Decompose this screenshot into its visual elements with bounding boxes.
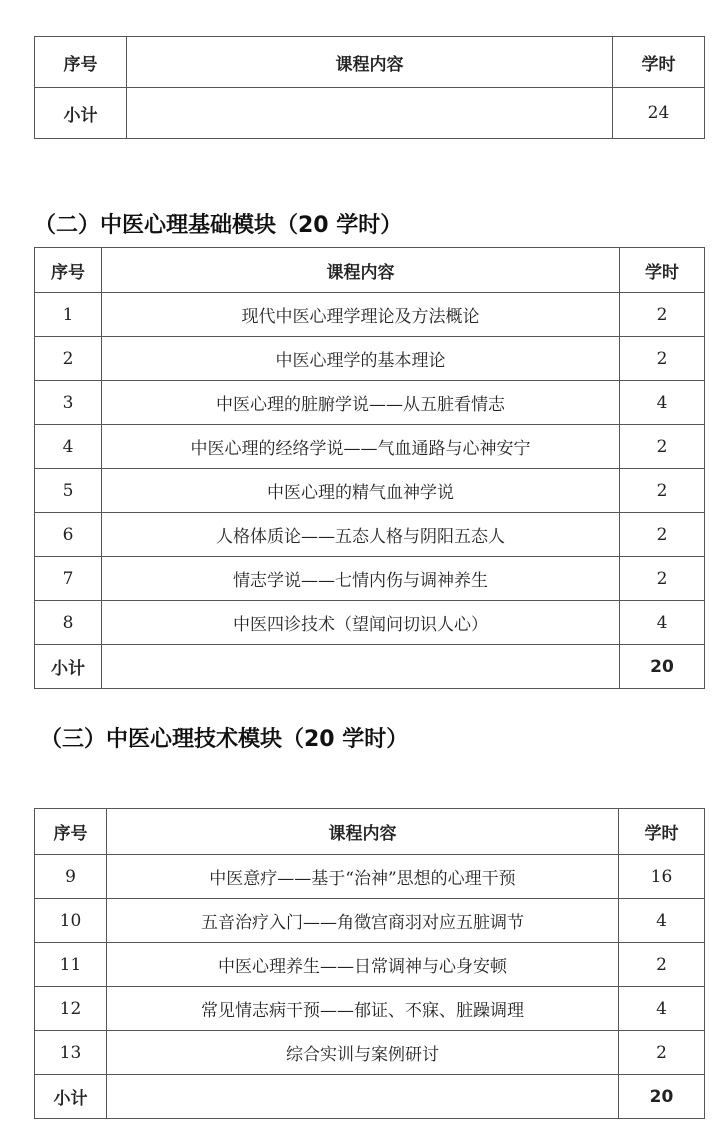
row-no: 10 bbox=[35, 899, 107, 943]
row-hours: 2 bbox=[620, 557, 705, 601]
row-no: 13 bbox=[35, 1031, 107, 1075]
subtotal-hours: 20 bbox=[620, 645, 705, 689]
subtotal-label: 小计 bbox=[35, 645, 102, 689]
row-hours: 2 bbox=[619, 1031, 705, 1075]
row-hours: 4 bbox=[620, 381, 705, 425]
section-title-3: （三）中医心理技术模块（20 学时） bbox=[40, 727, 409, 752]
row-hours: 2 bbox=[620, 337, 705, 381]
header-content: 课程内容 bbox=[127, 37, 613, 88]
row-content: 中医心理学的基本理论 bbox=[102, 337, 620, 381]
table-module-2 bbox=[34, 247, 705, 689]
row-no: 5 bbox=[35, 469, 102, 513]
table-row bbox=[35, 987, 705, 1031]
row-content: 中医心理养生——日常调神与心身安顿 bbox=[107, 943, 619, 987]
row-no: 12 bbox=[35, 987, 107, 1031]
row-content: 情志学说——七情内伤与调神养生 bbox=[102, 557, 620, 601]
section-title-2: （二）中医心理基础模块（20 学时） bbox=[34, 213, 403, 238]
table-row bbox=[35, 293, 705, 337]
row-hours: 16 bbox=[619, 855, 705, 899]
table-row bbox=[35, 337, 705, 381]
table-row bbox=[35, 557, 705, 601]
table-row bbox=[35, 855, 705, 899]
row-no: 11 bbox=[35, 943, 107, 987]
table-header-row bbox=[35, 37, 705, 88]
header-hours: 学时 bbox=[619, 809, 705, 855]
table-row bbox=[35, 513, 705, 557]
row-no: 9 bbox=[35, 855, 107, 899]
subtotal-content bbox=[127, 88, 613, 139]
row-hours: 2 bbox=[619, 943, 705, 987]
row-content: 现代中医心理学理论及方法概论 bbox=[102, 293, 620, 337]
header-content: 课程内容 bbox=[107, 809, 619, 855]
row-no: 6 bbox=[35, 513, 102, 557]
table-row bbox=[35, 1031, 705, 1075]
subtotal-label: 小计 bbox=[35, 1075, 107, 1119]
subtotal-hours: 20 bbox=[619, 1075, 705, 1119]
row-hours: 2 bbox=[620, 513, 705, 557]
table-header-row bbox=[35, 809, 705, 855]
row-no: 4 bbox=[35, 425, 102, 469]
header-hours: 学时 bbox=[620, 248, 705, 293]
subtotal-row bbox=[35, 645, 705, 689]
row-content: 中医意疗——基于“治神”思想的心理干预 bbox=[107, 855, 619, 899]
row-content: 中医心理的精气血神学说 bbox=[102, 469, 620, 513]
row-hours: 2 bbox=[620, 293, 705, 337]
table-row bbox=[35, 899, 705, 943]
table-header-row bbox=[35, 248, 705, 293]
header-no: 序号 bbox=[35, 248, 102, 293]
header-no: 序号 bbox=[35, 37, 127, 88]
subtotal-content bbox=[107, 1075, 619, 1119]
row-no: 3 bbox=[35, 381, 102, 425]
header-content: 课程内容 bbox=[102, 248, 620, 293]
table-row bbox=[35, 943, 705, 987]
subtotal-content bbox=[102, 645, 620, 689]
row-no: 8 bbox=[35, 601, 102, 645]
row-content: 中医心理的经络学说——气血通路与心神安宁 bbox=[102, 425, 620, 469]
row-content: 常见情志病干预——郁证、不寐、脏躁调理 bbox=[107, 987, 619, 1031]
row-no: 2 bbox=[35, 337, 102, 381]
row-hours: 4 bbox=[620, 601, 705, 645]
row-hours: 4 bbox=[619, 987, 705, 1031]
row-content: 五音治疗入门——角徵宫商羽对应五脏调节 bbox=[107, 899, 619, 943]
row-content: 中医四诊技术（望闻问切识人心） bbox=[102, 601, 620, 645]
row-no: 1 bbox=[35, 293, 102, 337]
table-row bbox=[35, 469, 705, 513]
table-module-1-tail bbox=[34, 36, 705, 139]
header-hours: 学时 bbox=[613, 37, 705, 88]
row-no: 7 bbox=[35, 557, 102, 601]
row-hours: 2 bbox=[620, 425, 705, 469]
table-row bbox=[35, 381, 705, 425]
row-content: 人格体质论——五态人格与阴阳五态人 bbox=[102, 513, 620, 557]
table-row bbox=[35, 425, 705, 469]
subtotal-hours: 24 bbox=[613, 88, 705, 139]
row-content: 中医心理的脏腑学说——从五脏看情志 bbox=[102, 381, 620, 425]
table-row bbox=[35, 601, 705, 645]
subtotal-row bbox=[35, 88, 705, 139]
subtotal-row bbox=[35, 1075, 705, 1119]
table-module-3 bbox=[34, 808, 705, 1119]
row-hours: 2 bbox=[620, 469, 705, 513]
row-hours: 4 bbox=[619, 899, 705, 943]
row-content: 综合实训与案例研讨 bbox=[107, 1031, 619, 1075]
subtotal-label: 小计 bbox=[35, 88, 127, 139]
header-no: 序号 bbox=[35, 809, 107, 855]
